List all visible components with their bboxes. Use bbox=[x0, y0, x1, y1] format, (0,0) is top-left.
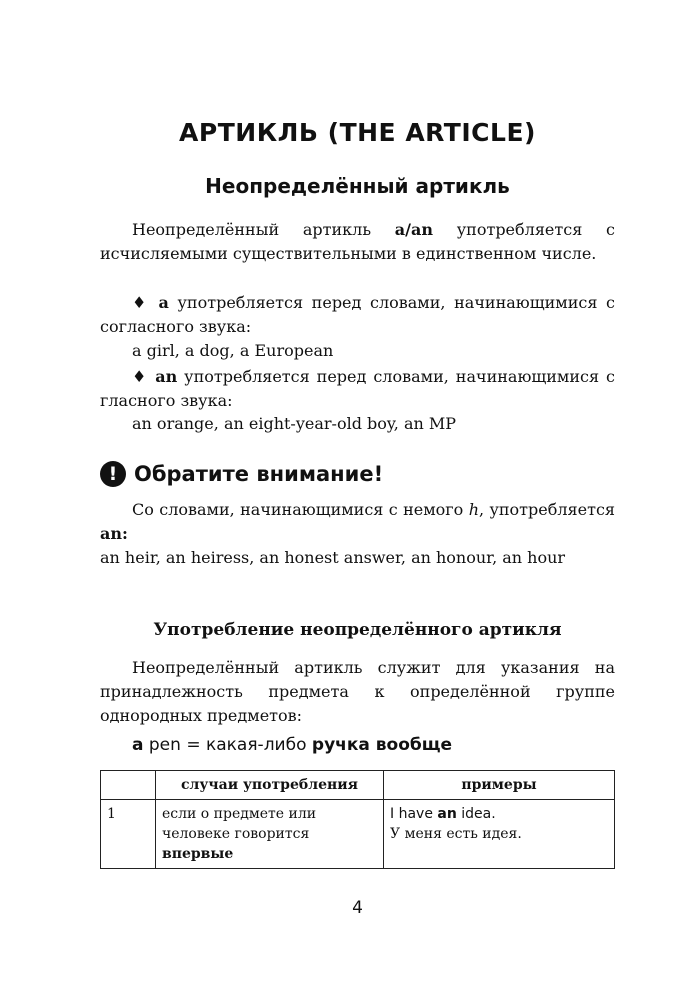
rule-an: ♦ an употребляется перед словами, начинающимися с гласного звука: bbox=[100, 367, 616, 410]
notice-heading bbox=[100, 459, 383, 489]
notice-title: Обратите внимание! bbox=[134, 462, 384, 486]
row-case: если о предмете или человеке говорится впервые bbox=[156, 800, 384, 869]
exclamation-icon: ! bbox=[100, 461, 126, 487]
article-term: a/an bbox=[394, 220, 433, 239]
usage-paragraph: Неопределённый артикль служит для указания на принадлежность предмета к определённой группе однородных предметов: bbox=[100, 658, 615, 725]
row-example: I have an idea. У меня есть идея. bbox=[384, 800, 615, 869]
rule-a-examples: a girl, a dog, a European bbox=[132, 341, 334, 360]
notice-examples: an heir, an heiress, an honest answer, an honour, an hour bbox=[100, 548, 566, 567]
table-header: примеры bbox=[384, 771, 615, 800]
page-title: АРТИКЛЬ (THE ARTICLE) bbox=[179, 118, 536, 147]
notice-text: Со словами, начинающимися с немого h, употребляется an: bbox=[100, 500, 615, 543]
table-header-row bbox=[101, 771, 615, 800]
rule-a: ♦ a употребляется перед словами, начинающимися с согласного звука: bbox=[100, 293, 615, 336]
page-number: 4 bbox=[352, 898, 363, 918]
usage-heading: Употребление неопределённого артикля bbox=[153, 620, 562, 640]
table-header: случаи употребления bbox=[156, 771, 384, 800]
intro-paragraph: Неопределённый артикль a/an употребляется с исчисляемыми существительными в единственном числе. bbox=[100, 220, 615, 263]
rule-an-examples: an orange, an eight-year-old boy, an MP bbox=[132, 414, 457, 433]
usage-example: a pen = какая-либо ручка вообще bbox=[132, 735, 453, 755]
section-title: Неопределённый артикль bbox=[205, 174, 510, 198]
bullet-icon: ♦ bbox=[132, 367, 156, 386]
usage-table bbox=[100, 770, 615, 869]
row-number: 1 bbox=[101, 800, 156, 869]
table-row bbox=[101, 800, 615, 869]
bullet-icon: ♦ bbox=[132, 293, 159, 312]
table-header bbox=[101, 771, 156, 800]
